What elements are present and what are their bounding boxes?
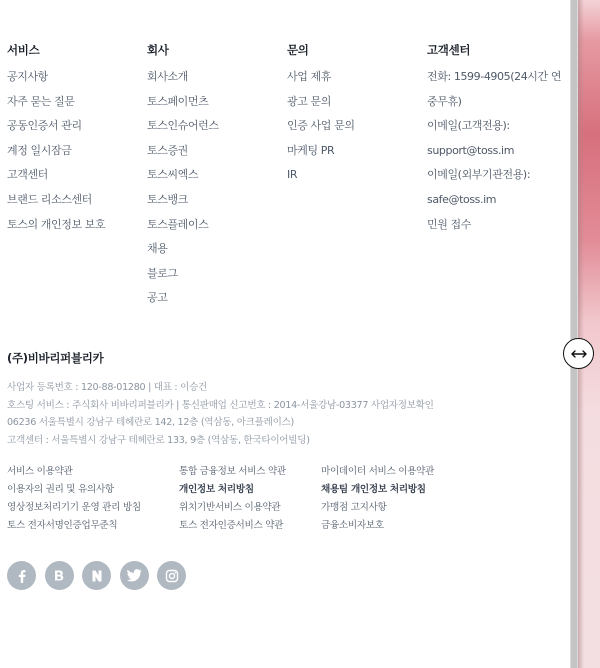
link-ir[interactable]: IR <box>287 168 298 182</box>
link-faq[interactable]: 자주 묻는 질문 <box>7 94 75 108</box>
link-announcements[interactable]: 공고 <box>147 291 168 305</box>
terms-row <box>7 463 567 481</box>
info-line: 06236 서울특별시 강남구 테헤란로 142, 12층 (역삼동, 아크플레이스) <box>7 417 294 429</box>
link-merchant-notice[interactable]: 가맹점 고지사항 <box>321 502 387 513</box>
external-email-link[interactable]: safe@toss.im <box>427 192 497 206</box>
link-toss-securities[interactable]: 토스증권 <box>147 143 188 157</box>
terms-row <box>7 499 567 517</box>
link-location-terms[interactable]: 위치기반서비스 이용약관 <box>179 502 281 513</box>
link-user-rights[interactable]: 이용자의 권리 및 유의사항 <box>7 484 114 495</box>
terms-links <box>7 463 567 535</box>
column-title: 서비스 <box>7 43 40 57</box>
link-toss-bank[interactable]: 토스뱅크 <box>147 192 188 206</box>
link-brand-resource-center[interactable]: 브랜드 리소스센터 <box>7 192 92 206</box>
link-auth-business-inquiry[interactable]: 인증 사업 문의 <box>287 119 355 133</box>
company-info <box>7 379 567 450</box>
info-line: 사업자 등록번호 : 120-88-01280 | 대표 : 이승건 <box>7 382 208 393</box>
footer-column-inquiry <box>287 40 422 188</box>
link-business-partnership[interactable]: 사업 제휴 <box>287 70 332 83</box>
link-toss-cx[interactable]: 토스씨엑스 <box>147 168 199 182</box>
support-email-label: 이메일(고객전용): <box>427 119 510 133</box>
link-certificate-management[interactable]: 공동인증서 관리 <box>7 119 82 133</box>
terms-row <box>7 517 567 535</box>
link-recruit-privacy-policy[interactable]: 채용팀 개인정보 처리방침 <box>321 484 426 495</box>
link-consumer-protection[interactable]: 금융소비자보호 <box>321 520 384 531</box>
terms-row <box>7 481 567 499</box>
footer-column-support <box>427 40 567 237</box>
facebook-icon[interactable] <box>7 561 36 590</box>
link-customer-center[interactable]: 고객센터 <box>7 168 48 182</box>
link-account-lock[interactable]: 계정 일시잠금 <box>7 143 72 157</box>
column-title: 문의 <box>287 43 309 57</box>
link-mydata-terms[interactable]: 마이데이터 서비스 이용약관 <box>321 466 435 477</box>
blog-icon[interactable] <box>45 561 74 590</box>
link-toss-place[interactable]: 토스플레이스 <box>147 217 209 231</box>
naver-post-icon[interactable] <box>82 561 111 590</box>
resize-arrows-icon <box>571 349 587 359</box>
support-email-link[interactable]: support@toss.im <box>427 143 515 157</box>
info-line: 호스팅 서비스 : 주식회사 비바리퍼블리카 | 통신판매업 신고번호 : 2014-서울강남-03377 사업자정보확인 <box>7 399 434 411</box>
link-notice[interactable]: 공지사항 <box>7 70 48 83</box>
resize-handle[interactable] <box>563 338 594 369</box>
column-title: 회사 <box>147 43 169 57</box>
social-links <box>7 561 186 590</box>
adjacent-panel <box>578 0 600 668</box>
link-civil-complaint[interactable]: 민원 접수 <box>427 217 472 231</box>
scrollbar-thumb[interactable] <box>571 0 577 668</box>
link-cctv-policy[interactable]: 영상정보처리기기 운영 관리 방침 <box>7 502 141 513</box>
twitter-icon[interactable] <box>120 561 149 590</box>
link-e-signature-rules[interactable]: 토스 전자서명인증업무준칙 <box>7 520 118 531</box>
support-phone: 전화: 1599-4905(24시간 연중무휴) <box>427 70 562 108</box>
external-email-label: 이메일(외부기관전용): <box>427 168 531 182</box>
link-privacy-protection[interactable]: 토스의 개인정보 보호 <box>7 217 106 231</box>
info-line: 고객센터 : 서울특별시 강남구 테헤란로 133, 9층 (역삼동, 한국타이어빌딩) <box>7 435 310 447</box>
instagram-icon[interactable] <box>157 561 186 590</box>
link-about[interactable]: 회사소개 <box>147 70 188 83</box>
link-toss-payments[interactable]: 토스페이먼츠 <box>147 94 209 108</box>
footer-column-service <box>7 40 142 237</box>
link-privacy-policy[interactable]: 개인정보 처리방침 <box>179 484 254 495</box>
link-terms-of-service[interactable]: 서비스 이용약관 <box>7 466 73 477</box>
company-name: (주)비바리퍼블리카 <box>7 351 104 365</box>
footer-column-company <box>147 40 282 311</box>
link-careers[interactable]: 채용 <box>147 242 168 256</box>
link-blog[interactable]: 블로그 <box>147 266 178 280</box>
column-title: 고객센터 <box>427 43 471 57</box>
link-e-auth-terms[interactable]: 토스 전자인증서비스 약관 <box>179 520 284 531</box>
link-ad-inquiry[interactable]: 광고 문의 <box>287 94 332 108</box>
link-toss-insurance[interactable]: 토스인슈어런스 <box>147 119 219 133</box>
link-integrated-finance-terms[interactable]: 통합 금융정보 서비스 약관 <box>179 466 286 477</box>
link-marketing-pr[interactable]: 마케팅 PR <box>287 143 335 157</box>
